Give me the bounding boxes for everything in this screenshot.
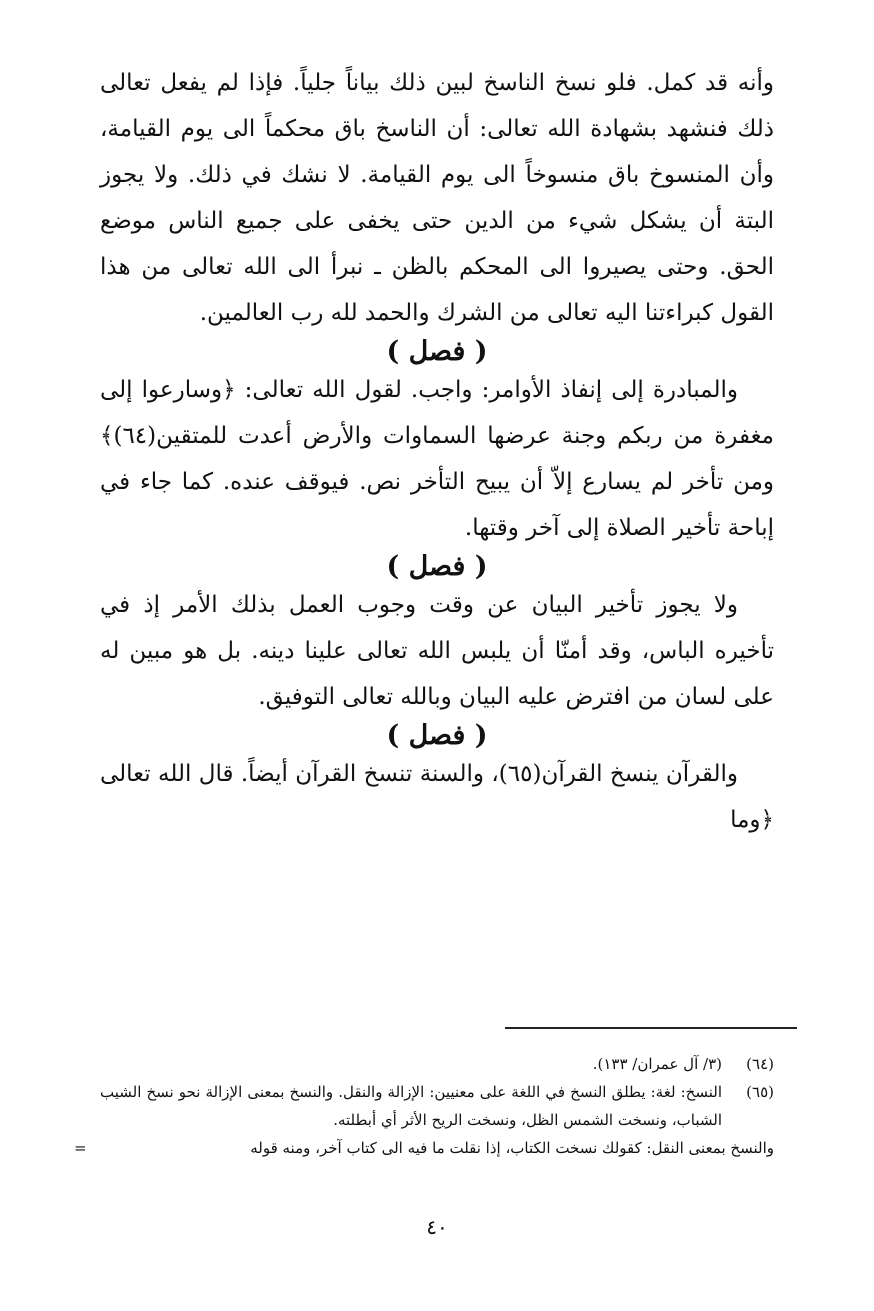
section-heading-fasl-2: ( فصل ) — [386, 551, 488, 582]
paragraph-1: وأنه قد كمل. فلو نسخ الناسخ لبين ذلك بياناً جلياً. فإذا لم يفعل تعالى ذلك فنشهد بشهادة الله تعالى: أن الناسخ باق محكماً الى يوم القيامة، وأن المنسوخ باق منسوخاً الى يوم القيامة. لا نشك في ذلك. ولا يجوز البتة أن يشكل شيء من الدين حتى يخفى على جميع الناس موضع الحق. وحتى يصيروا الى المحكم بالظن ـ نبرأ الى الله تعالى من هذا القول كبراءتنا اليه تعالى من الشرك والحمد لله رب العالمين. — [100, 70, 774, 326]
section-heading-fasl-1: ( فصل ) — [386, 336, 488, 367]
footnotes — [74, 1050, 774, 1162]
footnote-65-continued — [74, 1134, 774, 1162]
footnote-separator — [505, 1027, 797, 1029]
paragraph-2: والمبادرة إلى إنفاذ الأوامر: واجب. لقول الله تعالى: ﴿وسارعوا إلى مغفرة من ربكم وجنة عرضها السماوات والأرض أعدت للمتقين(٦٤)﴾ ومن تأخر لم يسارع إلاّ أن يبيح التأخر نص. فيوقف عنده. كما جاء في إباحة تأخير الصلاة إلى آخر وقتها. — [100, 377, 774, 541]
footnote-text: (٣/ آل عمران/ ١٣٣). — [592, 1055, 722, 1073]
footnote-text: النسخ: لغة: يطلق النسخ في اللغة على معنيين: الإزالة والنقل. والنسخ بمعنى الإزالة نحو نسخ الشيب الشباب، ونسخت الشمس الظل، ونسخت الريح الأثر أي أبطلته. — [100, 1083, 722, 1129]
footnote-continuation-text: والنسخ بمعنى النقل: كقولك نسخت الكتاب، إذا نقلت ما فيه الى كتاب آخر، ومنه قوله — [250, 1139, 774, 1157]
main-text — [100, 60, 774, 843]
page-number: ٤٠ — [426, 1215, 448, 1239]
footnote-65 — [100, 1078, 774, 1134]
footnote-number: (٦٥) — [746, 1083, 774, 1101]
continuation-mark: = — [74, 1139, 87, 1157]
section-heading-fasl-3: ( فصل ) — [386, 720, 488, 751]
footnote-number: (٦٤) — [746, 1055, 774, 1073]
footnote-64 — [100, 1050, 774, 1078]
paragraph-3: ولا يجوز تأخير البيان عن وقت وجوب العمل بذلك الأمر إذ في تأخيره الباس، وقد أمنّا أن يلبس الله تعالى علينا دينه. بل هو مبين له على لسان من افترض عليه البيان وبالله تعالى التوفيق. — [100, 592, 774, 710]
paragraph-4: والقرآن ينسخ القرآن(٦٥)، والسنة تنسخ القرآن أيضاً. قال الله تعالى ﴿وما — [100, 761, 774, 833]
